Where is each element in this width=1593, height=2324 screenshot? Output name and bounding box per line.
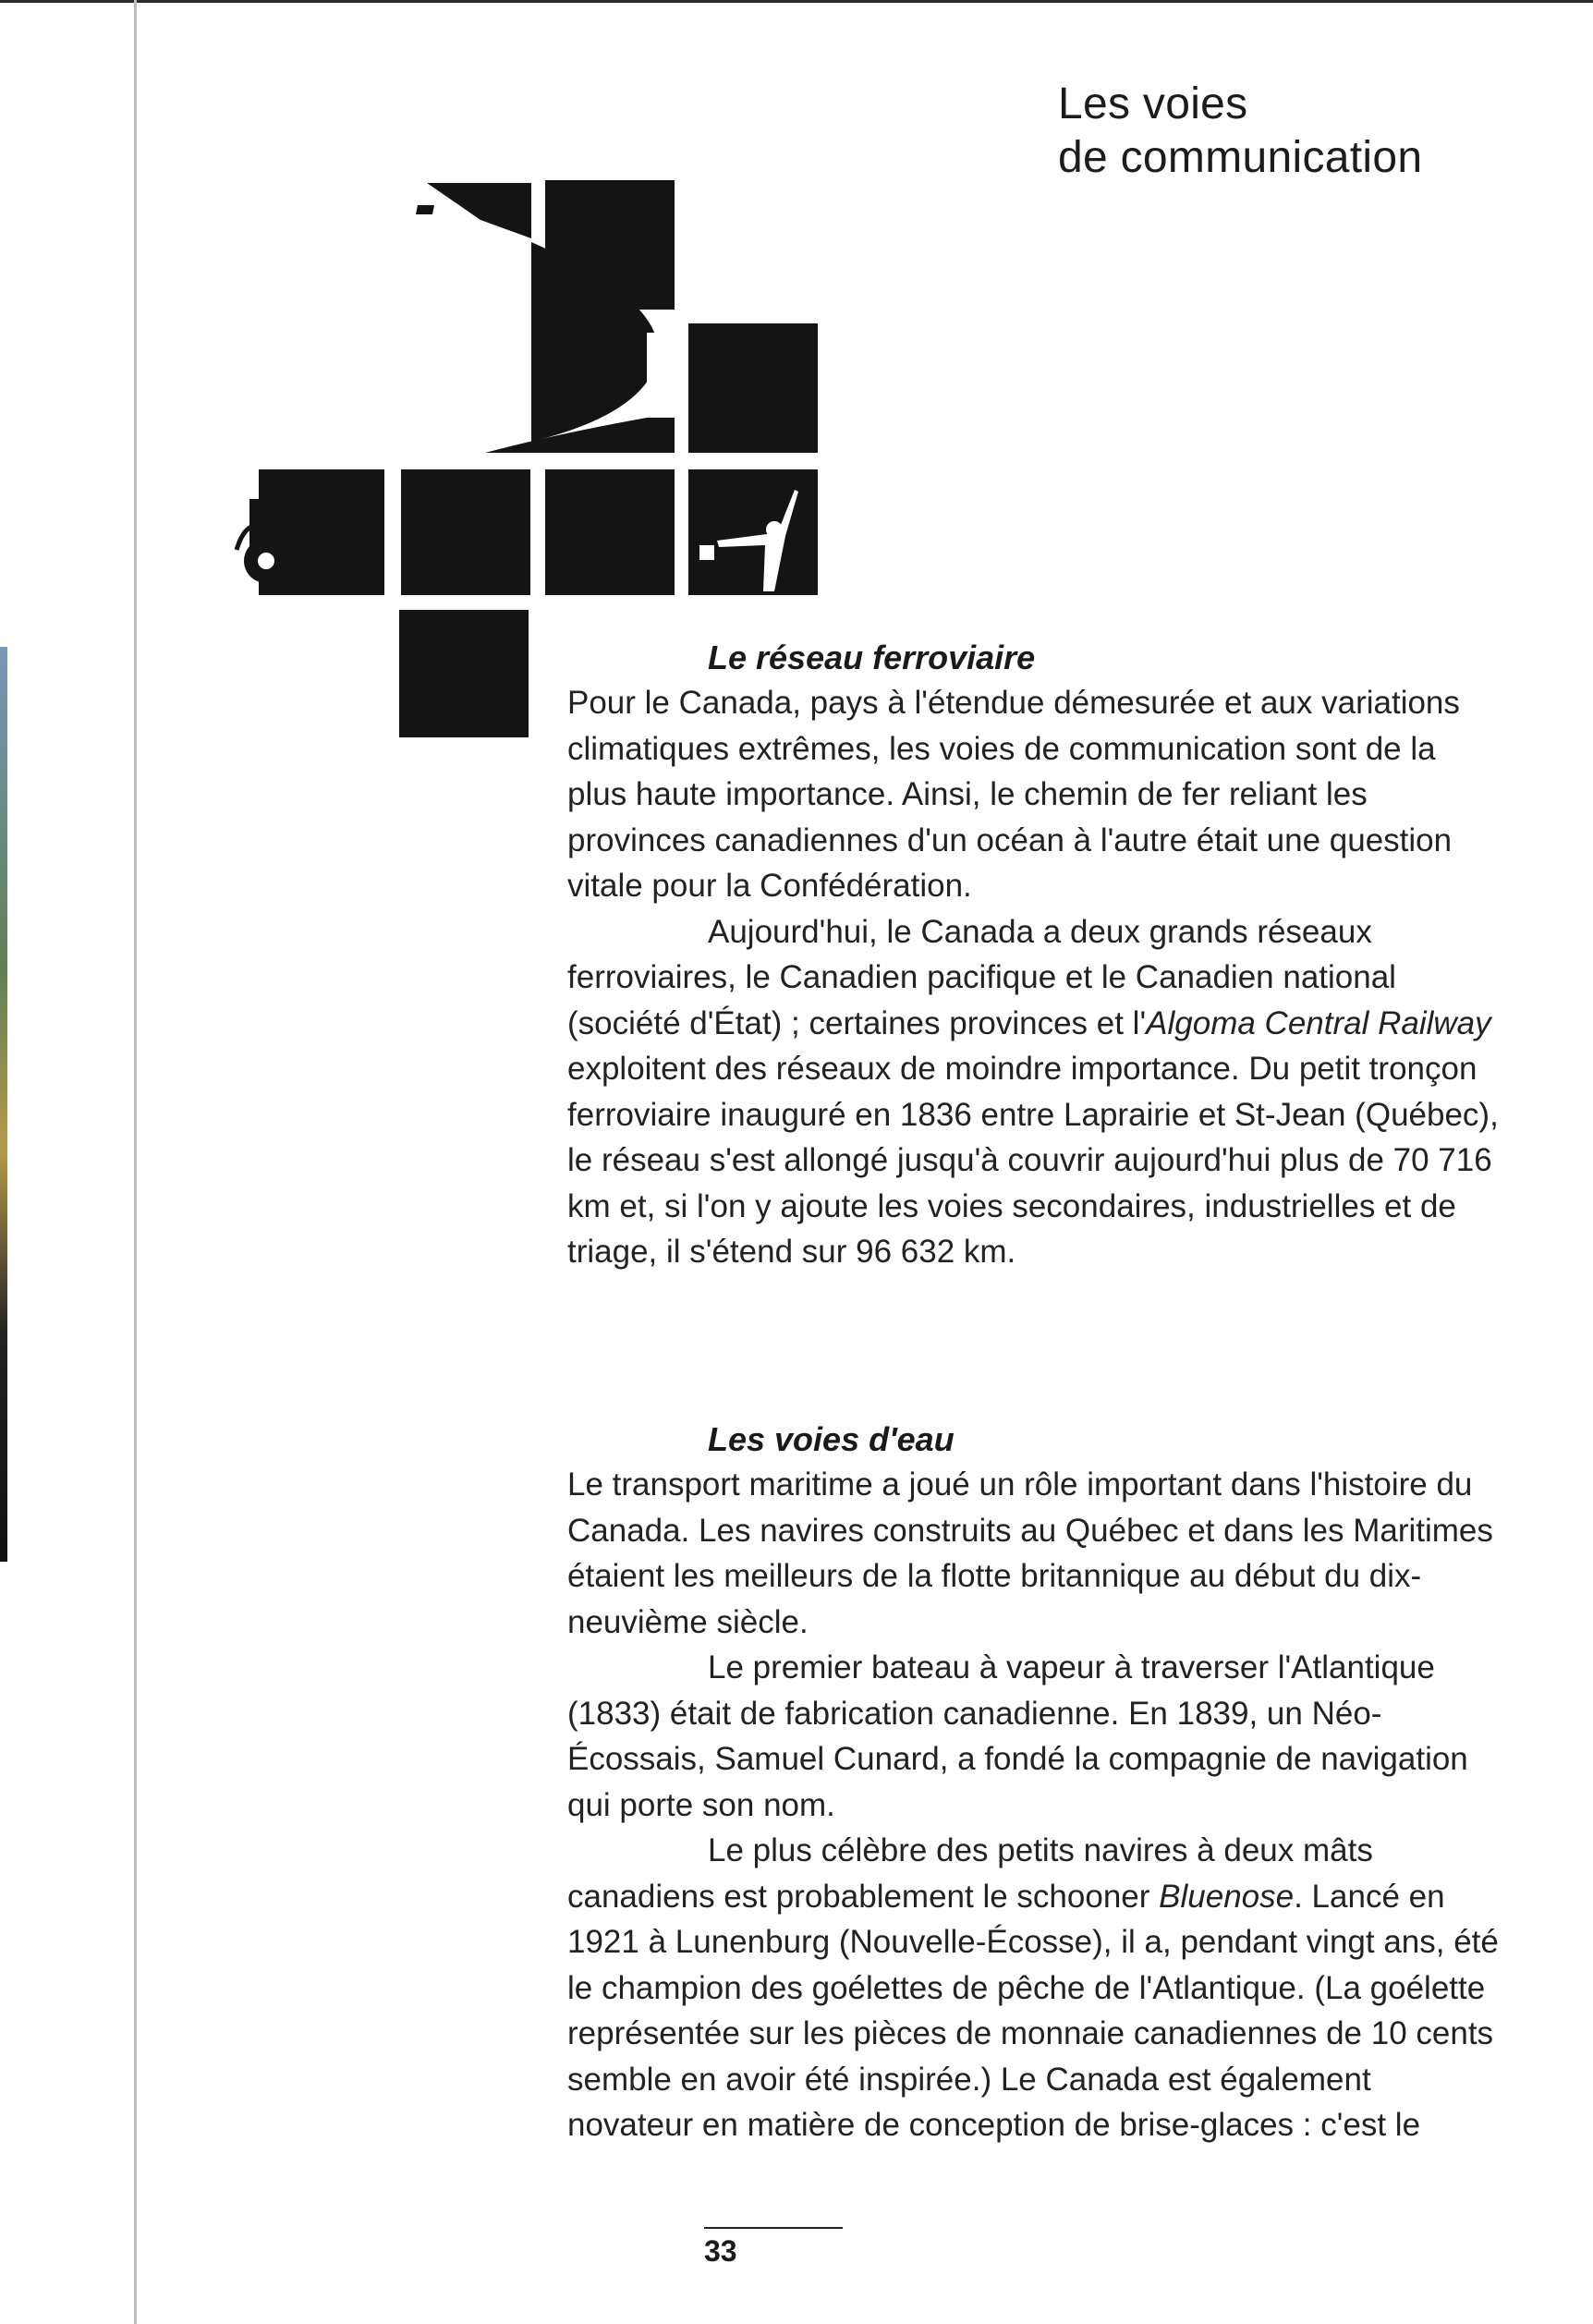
mosaic-square [688,469,818,595]
paragraph-text: Le premier bateau à vapeur à traverser l'Atlantique (1833) était de fabrication canadienne. En 1839, un Néo-Écossais, Samuel Cunard, a fondé la compagnie de navigation qui porte son nom. [567,1649,1468,1823]
paragraph [567,1462,1501,1645]
mosaic-square [688,323,818,453]
section-heading: Le réseau ferroviaire [708,639,1036,676]
mosaic-square [401,469,530,595]
paragraph-text: Le transport maritime a joué un rôle important dans l'histoire du Canada. Les navires construits au Québec et dans les Maritimes étaient les meilleurs de la flotte britannique au début du dix-neuvième siècle. [567,1466,1493,1640]
mosaic-square [545,469,675,595]
mosaic-square [399,610,529,737]
page-title-line-1: Les voies [1058,79,1248,128]
paragraph-text: Aujourd'hui, le Canada a deux grands réseaux ferroviaires, le Canadien pacifique et le Canadien national (société d'État) ; certaines provinces et l' [567,913,1396,1041]
adjacent-page-strip [0,647,7,1562]
ship-name: Bluenose [1159,1878,1295,1915]
paragraph [567,680,1501,909]
page-number: 33 [704,2234,737,2268]
paragraph [567,1645,1501,1828]
paragraph [567,909,1501,1275]
folio-rule [704,2227,843,2229]
section-heading: Les voies d'eau [708,1420,955,1458]
paragraph-text: . Lancé en 1921 à Lunenburg (Nouvelle-Écosse), il a, pendant vingt ans, été le champion des goélettes de pêche de l'Atlantique. (La goélette représentée sur les pièces de monnaie canadiennes de 10 cents semble en avoir été inspirée.) Le Canada est également novateur en matière de conception de brise-glaces : c'est le [567,1878,1499,2143]
paragraph-text: Le plus célèbre des petits navires à deux mâts canadiens est probablement le schooner [567,1832,1373,1915]
paragraph-text: Pour le Canada, pays à l'étendue démesurée et aux variations climatiques extrêmes, les voies de communication sont de la plus haute importance. Ainsi, le chemin de fer reliant les provinces canadiennes d'un océan à l'autre était une question vitale pour la Confédération. [567,685,1460,904]
railway-name: Algoma Central Railway [1146,1004,1491,1041]
paragraph-text: exploitent des réseaux de moindre importance. Du petit tronçon ferroviaire inauguré en 1836 entre Laprairie et St-Jean (Québec), le réseau s'est allongé jusqu'à couvrir aujourd'hui plus de 70 716 km et, si l'on y ajoute les voies secondaires, industrielles et de triage, il s'étend sur 96 632 km. [567,1051,1499,1270]
paragraph [567,1828,1501,2148]
section-waterways [567,1418,1501,2148]
page-title-line-2: de communication [1058,133,1423,182]
section-railway [567,636,1501,1275]
